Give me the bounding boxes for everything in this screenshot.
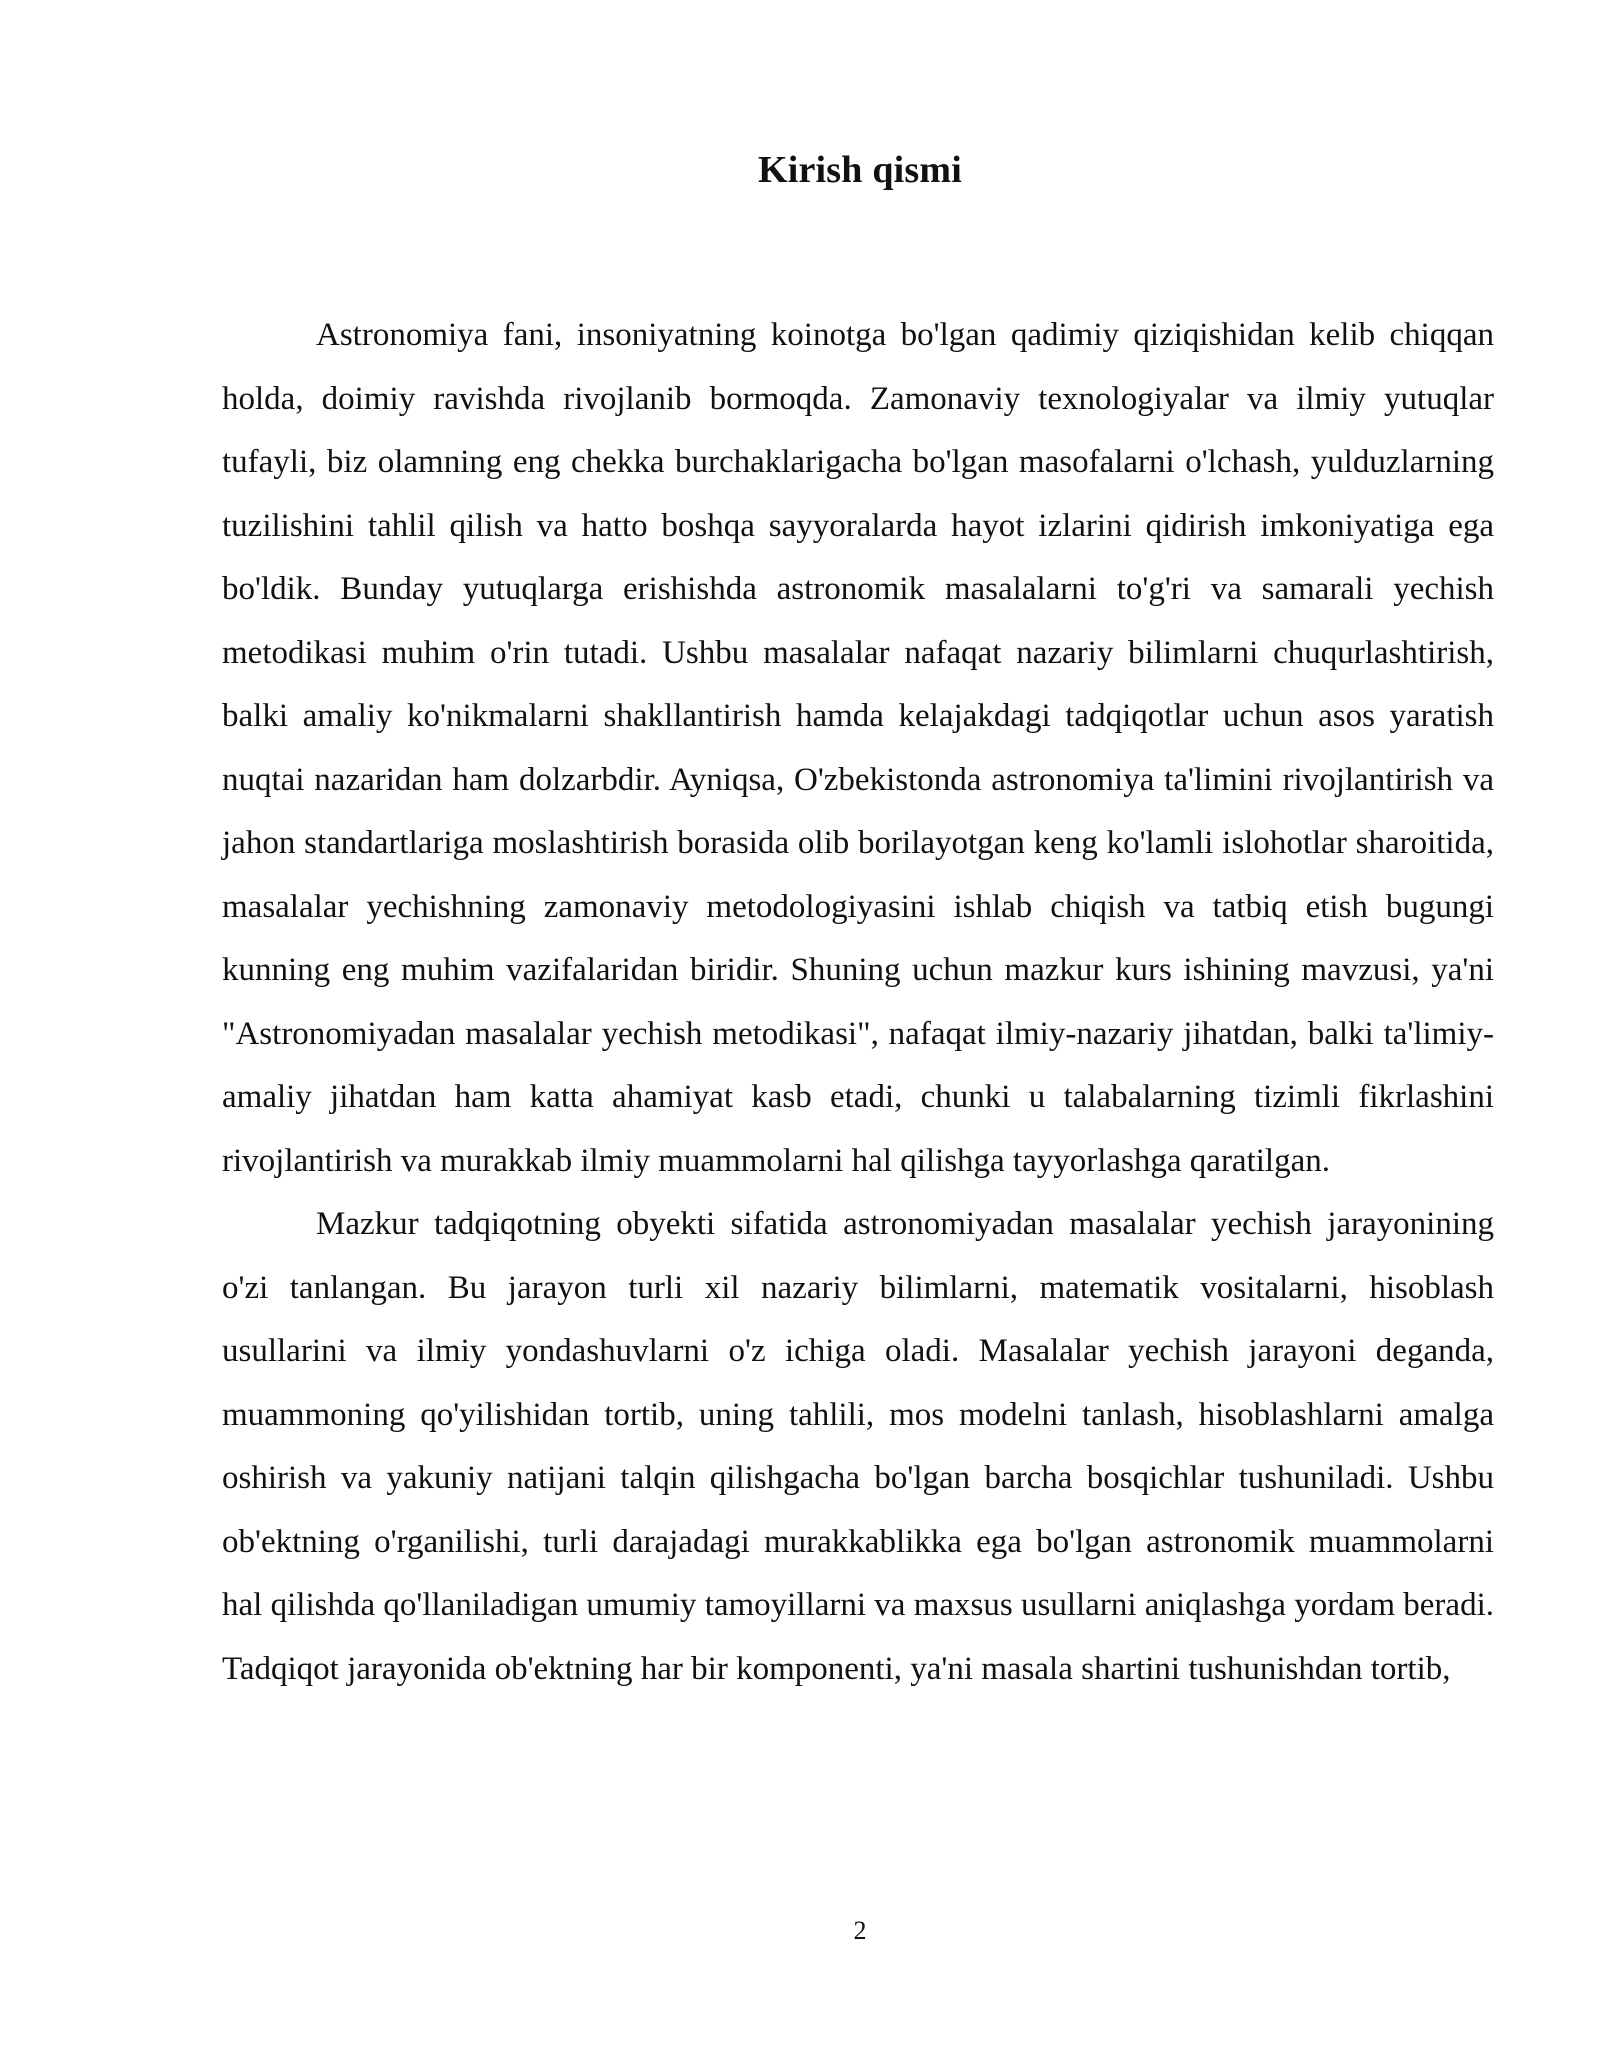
- page-number: 2: [853, 1916, 867, 1945]
- paragraph-2: Mazkur tadqiqotning obyekti sifatida astronomiyadan masalalar yechish jarayonining o'zi tanlangan. Bu jarayon turli xil nazariy bilimlarni, matematik vositalarni, hisoblash usullarini va ilmiy yondashuvlarni o'z ichiga oladi. Masalalar yechish jarayoni deganda, muammoning qo'yilishidan tortib, uning tahlili, mos modelni tanlash, hisoblashlarni amalga oshirish va yakuniy natijani talqin qilishgacha bo'lgan barcha bosqichlar tushuniladi. Ushbu ob'ektning o'rganilishi, turli darajadagi murakkablikka ega bo'lgan astronomik muammolarni hal qilishda qo'llaniladigan umumiy tamoyillarni va maxsus usullarni aniqlashga yordam beradi. Tadqiqot jarayonida ob'ektning har bir komponenti, ya'ni masala shartini tushunishdan tortib,: [222, 1206, 1494, 1687]
- paragraph-1: Astronomiya fani, insoniyatning koinotga bo'lgan qadimiy qiziqishidan kelib chiqqan holda, doimiy ravishda rivojlanib bormoqda. Zamonaviy texnologiyalar va ilmiy yutuqlar tufayli, biz olamning eng chekka burchaklarigacha bo'lgan masofalarni o'lchash, yulduzlarning tuzilishini tahlil qilish va hatto boshqa sayyoralarda hayot izlarini qidirish imkoniyatiga ega bo'ldik. Bunday yutuqlarga erishishda astronomik masalalarni to'g'ri va samarali yechish metodikasi muhim o'rin tutadi. Ushbu masalalar nafaqat nazariy bilimlarni chuqurlashtirish, balki amaliy ko'nikmalarni shakllantirish hamda kelajakdagi tadqiqotlar uchun asos yaratish nuqtai nazaridan ham dolzarbdir. Ayniqsa, O'zbekistonda astronomiya ta'limini rivojlantirish va jahon standartlariga moslashtirish borasida olib borilayotgan keng ko'lamli islohotlar sharoitida, masalalar yechishning zamonaviy metodologiyasini ishlab chiqish va tatbiq etish bugungi kunning eng muhim vazifalaridan biridir. Shuning uchun mazkur kurs ishining mavzusi, ya'ni "Astronomiyadan masalalar yechish metodikasi", nafaqat ilmiy-nazariy jihatdan, balki ta'limiy-amaliy jihatdan ham katta ahamiyat kasb etadi, chunki u talabalarning tizimli fikrlashini rivojlantirish va murakkab ilmiy muammolarni hal qilishga tayyorlashga qaratilgan.: [222, 317, 1494, 1179]
- body-text: [222, 304, 1494, 1701]
- page-title: Kirish qismi: [757, 149, 963, 191]
